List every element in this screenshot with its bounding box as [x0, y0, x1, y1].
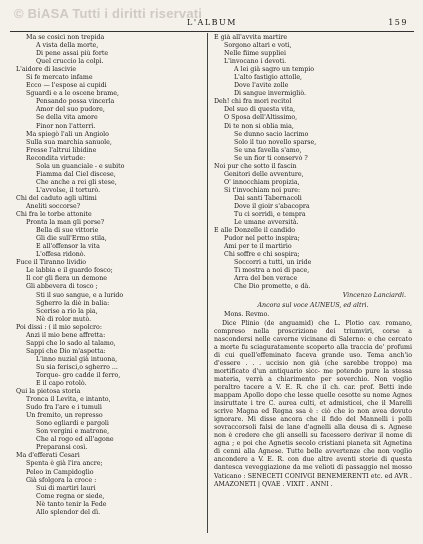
header-rule: [10, 31, 414, 32]
poem-line: Che Dio promette, e dà.: [234, 283, 311, 291]
poem-line: Sguardi e a le oscene brame,: [26, 90, 119, 98]
poem-line: Gli die sull'Ermo stila,: [36, 235, 107, 243]
poem-line: Si fe mercato infame: [26, 74, 93, 82]
poem-line: Solo il tuo novello sparse,: [234, 138, 317, 146]
poem-line: A lei già sagro un tempio: [234, 66, 315, 74]
poem-line: Spenta è già l'ira ancre;: [26, 460, 103, 468]
poem-line: L'aidore di lascivie: [16, 66, 77, 74]
poem-line: Aneliti soccorse?: [26, 202, 81, 210]
poem-line: Ma spiegò l'ali un Angiolo: [26, 130, 109, 138]
poem-line: Chi fra le torbe attonite: [16, 211, 92, 219]
poem-line: Le umane avversità.: [234, 219, 299, 227]
poem-line: E il capo rotolò.: [36, 380, 87, 388]
poem-line: Dai santi Tabernacoli: [234, 194, 302, 202]
poem-line: Di pene assai più forte: [36, 50, 109, 58]
right-column-poem: [214, 34, 412, 292]
poem-line: Nè tanto tenir la Fede: [36, 500, 107, 508]
poem-line: Pronta la man gli porse?: [26, 219, 105, 227]
poem-line: Chi soffre e chi sospira;: [224, 251, 300, 259]
poem-line: Sorgono altari e voti,: [224, 42, 292, 50]
poem-line: E all'offensor la vita: [36, 243, 100, 251]
poem-line: Fiamma dal Ciel discese,: [36, 170, 116, 178]
poem-line: A vista della morte,: [36, 42, 99, 50]
poem-line: Allo splendor del dì.: [36, 508, 101, 516]
poem-line: Sudo fra l'are e i tumuli: [26, 404, 102, 412]
poem-line: Ami per te il martirio: [224, 243, 292, 251]
poem-line: O' innocchiam propizia,: [224, 178, 300, 186]
poem-line: Ecco — l'espose ai cupidi: [26, 82, 107, 90]
poem-line: Pudor nel petto inspira;: [224, 235, 300, 243]
poem-line: Fuce il Tiranno lividio: [16, 259, 87, 267]
poem-line: Tu ci sorridi, e tempra: [234, 211, 306, 219]
poem-line: Gli abbevera di tosco ;: [26, 283, 98, 291]
poem-line: Son vergini e matrone,: [36, 428, 110, 436]
poem-line: Arra del ben verace: [234, 275, 298, 283]
poem-line: Sono egliardi e pargoli: [36, 420, 109, 428]
poem-line: Sgherro la diè in balia:: [36, 299, 110, 307]
poem-line: Dove l'avite zolle: [234, 82, 289, 90]
poem-line: Qui la pietosa storia: [16, 388, 81, 396]
publication-title: L'ALBUM: [187, 18, 237, 27]
poem-line: L'offesa ridonò.: [36, 251, 86, 259]
poem-line: Soccorri a tutti, un iride: [234, 259, 312, 267]
poem-line: Deh! chi fra mori recitol: [214, 98, 292, 106]
poem-line: Di te non si oblia mia,: [224, 122, 294, 130]
poem-line: Bella di sue vittorie: [36, 227, 99, 235]
poem-line: Fresse l'altrui libidine: [26, 146, 97, 154]
poem-line: Finor non l'atterrì.: [36, 122, 96, 130]
poem-line: Come regna or siede,: [36, 492, 105, 500]
poem-line: Sulla sua marchia sanuole,: [26, 138, 112, 146]
poem-line: Se dunno sacio lacrimo: [234, 130, 309, 138]
poem-line: Recondita virtude:: [26, 154, 86, 162]
poem-line: Ti mostra a noi di pace,: [234, 267, 310, 275]
poem-line: Sui di martiri lauri: [36, 484, 96, 492]
poem-line: Che al rogo ed all'agone: [36, 436, 114, 444]
poem-line: L'alto fastigio attolle,: [234, 74, 303, 82]
letter-salutation: Mons. Revmo.: [224, 310, 270, 318]
page-header: [8, 18, 416, 30]
poem-line: L'avvolse, il torturò.: [36, 186, 101, 194]
poem-line: Quel cruccio la colpì.: [36, 58, 104, 66]
newspaper-page: [8, 4, 416, 540]
poem-line: Sti il suo sangue, e a lurido: [36, 291, 124, 299]
poem-line: Le labbia e il guardo fosco;: [26, 267, 113, 275]
poem-line: Già sfolgora la croce :: [26, 476, 97, 484]
poem-line: Sappi che lo sado al talamo,: [26, 339, 116, 347]
poem-line: Scerise a rio la pia,: [36, 307, 98, 315]
poem-line: Preparansi così.: [36, 444, 88, 452]
poem-line: L'invocano i devoti.: [224, 58, 287, 66]
poem-line: Il cor gli fiera un demone: [26, 275, 107, 283]
poem-line: Che anche a rei gli stese,: [36, 178, 117, 186]
poem-line: Pensando possa vincerla: [36, 98, 115, 106]
poem-line: Su sia ferisci,o sgherro ...: [36, 363, 118, 371]
paragraph: Dice Plinio (de anguamid) che L. Plotio cav. romano, compreso nella proscrizione dei triumviri, corse a nascondersi nelle caverne vicinane di Salerno: e che cercato a morte fu sciaguratamente scoperto alla traccia de' profumi di cui quell'effeminato faceva grande uso. Tema anch'io d'essere . . . uccisio non già (che sarebbe troppo) ma mortificato d'un antiquario sicc- me potendo pure la stessa materia, verrà a chiarimento per soverchio. Non voglio peraltro tacere a V. E. R. che il ch. car. prof. Betti inde mappam Apollo dopo che lesse quelle cesotte su nome Agnes insiruttate i tre C. aurea culti, et admisticei, che il Marelli scrive Magna ed Regna ssa è : ciò che io non avea dovuto ignorare. Mi disse ancora che il fido del Mannelli i polli sovraccorsoli falsi de lane d'agnelli alla deusa di s. Agnese non è credere che gli anselli su facessero derivar il nome di agna ; e poi che Agnetis secolo cristiani pianeta sit Agnetina di cenni alla Agnese. Tutte belle avvertenze che non voglio ancondere a V. E. R. con due altre aventi storie di questa dantesca veveggiazione da me velioti di passaggio nel mosso Vaticano : SENECETI CONIVGI BENEMERENTI etc. ed AVR . AMAZONETI | QVAE . VIXIT . ANNI .: [214, 319, 412, 488]
poem-line: Sappi che Dio m'aspetta:: [26, 347, 106, 355]
poem-line: Poi dissi : ( il mio sepolcro:: [16, 323, 102, 331]
poem-signature: Vincenzo Lanciardi.: [342, 291, 406, 299]
left-column-poem: [16, 34, 202, 534]
poem-line: L'inno nuzial già intuona,: [36, 355, 118, 363]
poem-line: Dove il gioir s'abacopra: [234, 202, 310, 210]
poem-line: Del suo di questa vita,: [224, 106, 296, 114]
poem-line: Noi pur che sotto il fascin: [214, 162, 297, 170]
poem-line: Di sangue invermigliò.: [234, 90, 307, 98]
poem-line: Tronca il Levita, e intanto,: [26, 396, 111, 404]
column-divider: [207, 33, 208, 533]
right-column: [214, 34, 412, 534]
poem-line: Peleo in Campidoglio: [26, 468, 94, 476]
page-number: 159: [388, 18, 408, 27]
poem-line: Anzi il mio bene affretta:: [26, 331, 106, 339]
poem-line: Chi del caduto agli ultimi: [16, 194, 97, 202]
poem-line: Si t'invochiam noi pure:: [224, 186, 301, 194]
poem-line: Genitori delle avventure,: [224, 170, 304, 178]
poem-line: Ma d'efferati Cesari: [16, 452, 80, 460]
section-title: Ancora sul voce AUNEUS, ed altri.: [257, 301, 369, 309]
poem-line: Se un fior ti conservò ?: [234, 154, 308, 162]
poem-line: Nè di rolor mutò.: [36, 315, 92, 323]
poem-line: Se della vita amore: [36, 114, 98, 122]
poem-line: Ma se cosicì non trepida: [26, 34, 105, 41]
poem-line: Torque- gro cadde il ferro,: [36, 371, 121, 379]
poem-line: Se una favella s'amo,: [234, 146, 302, 154]
poem-line: Nelle fiime suppliei: [224, 50, 287, 58]
poem-line: Un fremito, un represso: [26, 412, 103, 420]
poem-line: O Sposa dell'Altissimo,: [224, 114, 298, 122]
poem-line: Sola un guanciale - e subito: [36, 162, 125, 170]
poem-line: E già all'avvita martire: [214, 34, 288, 41]
poem-line: E alle Donzelle il candido: [214, 227, 296, 235]
letter-body: [214, 320, 412, 489]
copyright-watermark: © BiASA Tutti i diritti riservati: [14, 6, 203, 21]
poem-line: Amor del suo pudore,: [36, 106, 105, 114]
